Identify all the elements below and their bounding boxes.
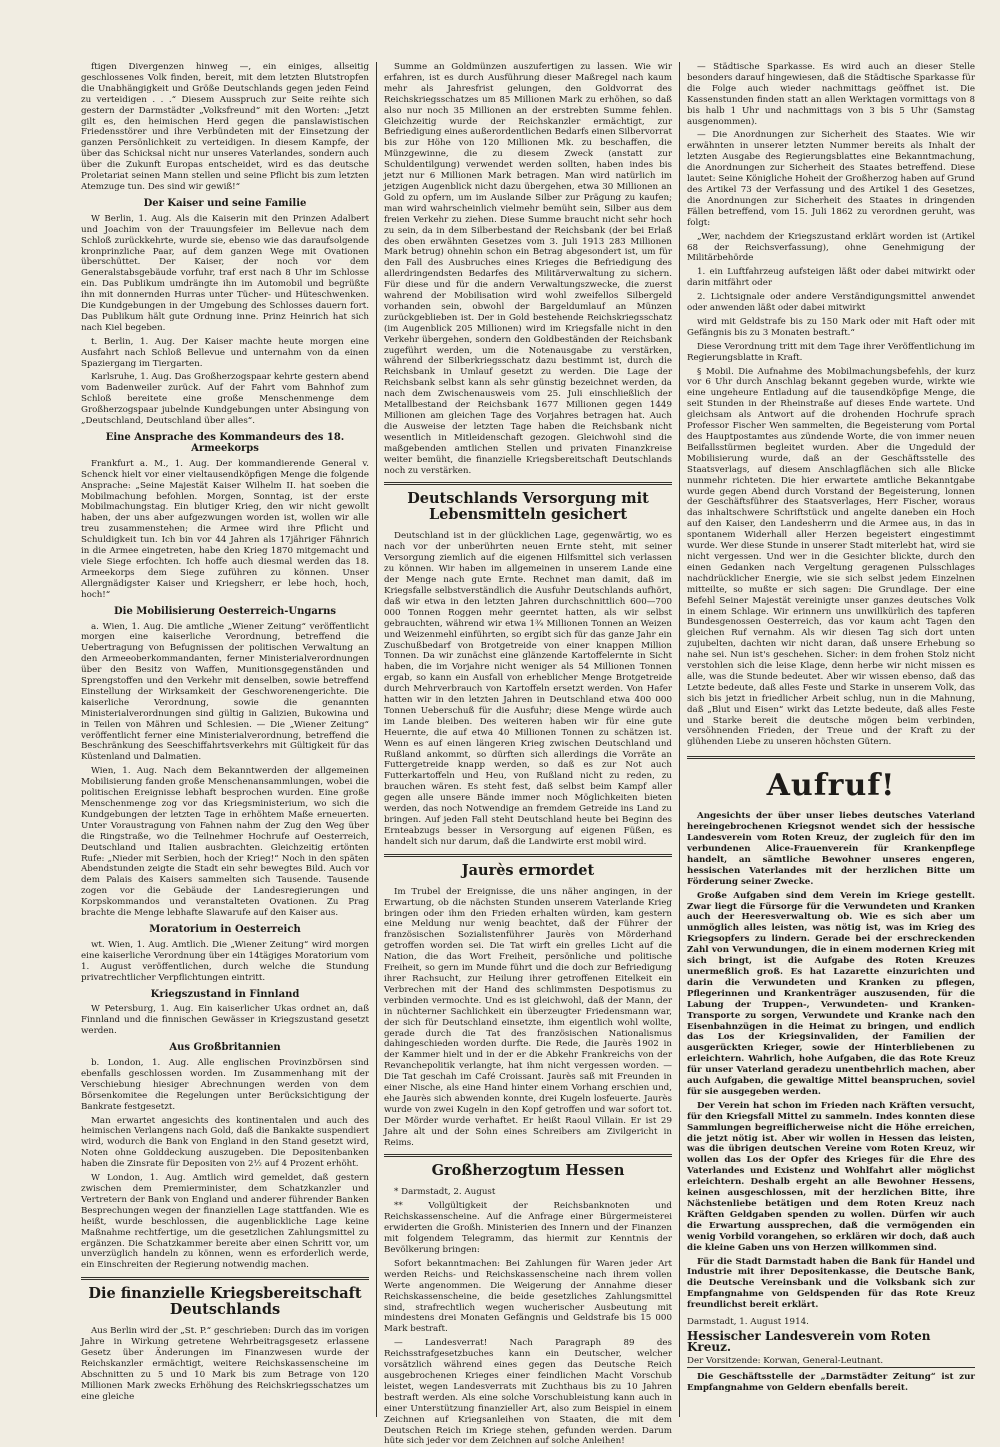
article-paragraph: 2. Lichtsignale oder andere Verständigungsmittel anwendet oder anwenden läßt oder dabei mitwirkt	[687, 292, 975, 314]
article-paragraph: 1. ein Luftfahrzeug aufsteigen läßt oder dabei mitwirkt oder darin mitfährt oder	[687, 267, 975, 289]
article-paragraph: W London, 1. Aug. Amtlich wird gemeldet, daß gestern zwischen dem Premierminister, dem Schatzkanzler und Vertretern der Bank von England und anderer führender Banken Besprechungen wegen der finanziellen Lage stattfanden. Wie es heißt, wurde beschlossen, die augenblickliche Lage keine Maßnahme rechtfertige, um die gesetzlichen Zahlungsmittel zu ergänzen. Die Schatzkammer bereite aber einen Schritt vor, um unverzüglich handeln zu können, wenn es erforderlich werde, ein Einschreiten der Regierung notwendig machen.	[81, 1173, 369, 1271]
article-paragraph: Deutschland ist in der glücklichen Lage, gegenwärtig, wo es nach vor der unberührten neuen Ernte steht, mit seiner Versorgung ziemlich auf die eigenen Hilfsmittel sich verlassen zu können. Wir haben im allgemeinen in unserem Lande eine der Menge nach gute Ernte. Rechnet man damit, daß im Kriegsfalle selbstverständlich die Ausfuhr Deutschlands aufhört, daß wir etwa in den letzten Jahren durchschnittlich 600—700 000 Tonnen Roggen mehr geerntet hatten, als wir selbst gebrauchten, während wir etwa 1¾ Millionen Tonnen an Weizen und Weizenmehl einführten, so ergibt sich für das ganze Jahr ein Zuschußbedarf von Brotgetreide von einer knappen Million Tonnen. Da wir zunächst eine glänzende Kartoffelernte in Sicht haben, die im Vorjahre nicht weniger als 54 Millionen Tonnen ergab, so kann ein Ausfall von erheblicher Menge Brotgetreide durch Mehrverbrauch von Kartoffeln ersetzt werden. Von Hafer hatten wir in den letzten Jahren in Deutschland etwa 400 000 Tonnen Ueberschuß für die Ausfuhr; diese Menge würde auch im Lande bleiben. Des weiteren haben wir für eine gute Heuernte, die auf etwa 40 Millionen Tonnen zu schätzen ist. Wenn es auf einen längeren Krieg zwischen Deutschland und Rußland ankommt, so dürften sich allerdings die Vorräte an Futtergetreide knapp werden, so daß es zur Not auch Futterkartoffeln und Heu, von Rußland nicht zu reden, zu brauchen wären. Es steht fest, daß selbst beim Kampf aller gegen alle unsere Bände immer noch Möglichkeiten bieten werden, das noch Notwendige an fremdem Getreide ins Land zu bringen. Auf jeden Fall steht Deutschland heute bei Beginn des Ernteabzugs besser in Versorgung auf eigenen Füßen, es handelt sich nur darum, daß die Landwirte erst mobil wird.	[384, 531, 672, 847]
section-headline: Jaurès ermordet	[384, 854, 672, 879]
column-middle	[376, 62, 679, 1447]
article-paragraph: — Die Anordnungen zur Sicherheit des Staates. Wie wir erwähnten in unserer letzten Nummer bereits als Inhalt der letzten Ausgabe des Regierungsblattes eine Bekanntmachung, die Anordnungen zur Sicherheit des Staates betreffend. Diese lautet: Seine Königliche Hoheit der Großherzog haben auf Grund des Artikel 73 der Verfassung und des Artikel 1 des Gesetzes, die Anordnungen zur Sicherheit des Staates in dringenden Fällen betreffend, vom 15. Juli 1862 zu verordnen geruht, was folgt:	[687, 130, 975, 228]
column-container	[74, 62, 982, 1447]
appeal-paragraph: Angesichts der über unser liebes deutsches Vaterland hereingebrochenen Kriegsnot wendet sich der hessische Landesverein vom Roten Kreuz, der zugleich für den im verbundenen Alice-Frauenverein für Krankenpflege handelt, an sämtliche Bewohner unseres engeren, hessischen Vaterlandes mit der herzlichen Bitte um Förderung seiner Zwecke.	[687, 811, 975, 887]
article-paragraph: W Petersburg, 1. Aug. Ein kaiserlicher Ukas ordnet an, daß Finnland und die finnischen Gewässer in Kriegszustand gesetzt werden.	[81, 1004, 369, 1037]
appeal-chairman: Der Vorsitzende: Korwan, General-Leutnant.	[687, 1355, 884, 1366]
article-paragraph: — Städtische Sparkasse. Es wird auch an dieser Stelle besonders darauf hingewiesen, daß die Städtische Sparkasse für die Folge auch wieder nachmittags geöffnet ist. Die Kassenstunden finden statt an allen Werktagen vormittags von 8 bis halb 1 Uhr und nachmittags von 3 bis 5 Uhr (Samstag ausgenommen).	[687, 62, 975, 127]
column-left	[74, 62, 376, 1417]
article-paragraph: ** Vollgültigkeit der Reichsbanknoten und Reichskassenscheine. Auf die Anfrage einer Bürgermeisterei erwiderten die Großh. Ministerien des Innern und der Finanzen mit folgendem Telegramm, das hiermit zur Kenntnis der Bevölkerung bringen:	[384, 1201, 672, 1255]
article-paragraph: t. Berlin, 1. Aug. Der Kaiser machte heute morgen eine Ausfahrt nach Schloß Bellevue und unternahm von da einen Spaziergang im Tiergarten.	[81, 336, 369, 369]
article-paragraph: Im Trubel der Ereignisse, die uns näher angingen, in der Erwartung, ob die nächsten Stunden unserem Vaterlande Krieg bringen oder ihm den Frieden erhalten würden, kam gestern eine Meldung nur wenig beachtet, daß der Führer der französischen Sozialistenführer Jaurès von Mörderhand getroffen worden sei. Die Tat wirft ein grelles Licht auf die Nation, die das Wort Freiheit, persönliche und politische Freiheit, so gern im Munde führt und die doch zur Befriedigung ihrer Rachsucht, zur Heilung ihrer getroffenen Eitelkeit ein Verbrechen mit der Hand des schlimmsten Despotismus zu verbinden vermochte. Und es ist gleichwohl, daß der Mann, der in nüchterner Sachlichkeit ein überzeugter Friedensmann war, der sich für Deutschland einsetzte, ihm eigentlich wohl wollte, gerade durch die Tat des französischen Nationalismus dahingeschieden worden durfte. Die Rede, die Jaurès 1902 in der Kammer hielt und in der er die Abkehr Frankreichs von der Revanchepolitik verlangte, hat ihm nicht vergessen worden. — Die Tat geschah im Café Croissant. Jaurès saß mit Freunden in einer Nische, als eine Hand hinter einem Vorhang erschien und, ehe Jaurès sich abwenden konnte, drei Kugeln losfeuerte. Jaurès wurde von zwei Kugeln in den Kopf getroffen und war sofort tot. Der Mörder wurde verhaftet. Er heißt Raoul Villain. Er ist 29 Jahre alt und der Sohn eines Schreibers am Zivilgericht in Reims.	[384, 886, 672, 1148]
appeal-paragraph: Große Aufgaben sind dem Verein im Kriege gestellt. Zwar liegt die Fürsorge für die Verwundeten und Kranken auch der Heeresverwaltung ob. Wie es sich aber um unmöglich alles leisten, was nötig ist, was im Krieg des Kriegsopfers zu lindern. Gerade bei der erschreckenden Zahl von Verwundungen, die in einem modernen Krieg mit sich bringt, ist die Aufgabe des Roten Kreuzes unermeßlich groß. Es hat Lazarette einzurichten und darin die Verwundeten und Kranken zu pflegen, Pflegerinnen und Krankenträger auszusenden, für die Labung der Truppen-, Verwundeten- und Kranken-Transporte zu sorgen, Verwundete und Kranke nach den Eisenbahnzügen in die Heimat zu bringen, und endlich das Los der Kriegsinvaliden, der Familien der ausgerückten Krieger, sowie der Hinterbliebenen zu erleichtern. Wahrlich, hohe Aufgaben, die das Rote Kreuz für unser Vaterland geradezu unentbehrlich machen, aber auch Aufgaben, die gewaltige Mittel beanspruchen, soviel für sie ausgegeben werden.	[687, 890, 975, 1097]
article-paragraph: Aus Berlin wird der „St. P.“ geschrieben: Durch das im vorigen Jahre in Wirkung getretene Wehrbeitragsgesetz erlassene Gesetz über Änderungen im Finanzwesen wurde der Reichskanzler ermächtigt, weitere Reichskassenscheine im Abschnitten zu 5 und 10 Mark bis zum Betrage von 120 Millionen Mark zwecks Erhöhung des Reichskriegsschatzes um eine gleiche	[81, 1326, 369, 1402]
section-heading: Die Mobilisierung Oesterreich-Ungarns	[113, 605, 337, 617]
appeal-paragraph: Für die Stadt Darmstadt haben die Bank für Handel und Industrie mit ihrer Depositenkasse, die Deutsche Bank, die Deutsche Vereinsbank und die Volksbank sich zur Empfangnahme von Geldspenden für das Rote Kreuz freundlichst bereit erklärt.	[687, 1256, 975, 1311]
article-paragraph: Wien, 1. Aug. Nach dem Bekanntwerden der allgemeinen Mobilisierung fanden große Menschenansammlungen, wobei die politischen Ereignisse lebhaft besprochen wurden. Eine große Menschenmenge zog vor das Kriegsministerium, wo sich die Kundgebungen der letzten Tage in erhöhtem Maße erneuerten. Unter Voraustragung von Fahnen nahm der Zug den Weg über die Ringstraße, wo die Teilnehmer Hochrufe auf Oesterreich, Deutschland und Italien ausbrachten. Gleichzeitig ertönten Rufe: „Nieder mit Serbien, hoch der Krieg!“ Noch in den späten Abendstunden zeigte die Stadt ein sehr bewegtes Bild. Auch vor dem Palais des Kaisers sammelten sich Tausende. Tausende zogen vor die Gebäude der Landesregierungen und Korpskommandos und veranstalteten Ovationen. Zu Prag brachte die Menge lebhafte Slawarufe auf den Kaiser aus.	[81, 766, 369, 919]
section-headline: Deutschlands Versorgung mit Lebensmitteln gesichert	[384, 482, 672, 523]
article-paragraph: „Wer, nachdem der Kriegszustand erklärt worden ist (Artikel 68 der Reichsverfassung), ohne Genehmigung der Militärbehörde	[687, 231, 975, 264]
section-heading: Eine Ansprache des Kommandeurs des 18. Armeekorps	[105, 432, 345, 454]
section-heading: Der Kaiser und seine Familie	[143, 197, 307, 209]
article-paragraph: Sofort bekanntmachen: Bei Zahlungen für Waren jeder Art werden Reichs- und Reichskassenscheine nach ihrem vollen Werte angenommen. Die Weigerung der Annahme dieser Reichskassenscheine, die beide gesetzliches Zahlungsmittel sind, strafrechtlich wegen wucherischer Ausbeutung mit mindestens drei Monaten Gefängnis und Geldstrafe bis 15 000 Mark bestraft.	[384, 1258, 672, 1335]
office-notice: Die Geschäftsstelle der „Darmstädter Zeitung“ ist zur Empfangnahme von Geldern ebenfalls bereit.	[687, 1367, 975, 1394]
article-paragraph: * Darmstadt, 2. August	[394, 1187, 496, 1198]
article-paragraph: Summe an Goldmünzen auszufertigen zu lassen. Wie wir erfahren, ist es durch Ausführung dieser Maßregel nach kaum mehr als Jahresfrist gelungen, den Goldvorrat des Reichskriegsschatzes um 85 Millionen Mark zu erhöhen, so daß also nur noch 35 Millionen an der erstrebten Summe fehlen. Gleichzeitig wurde der Reichskanzler ermächtigt, zur Befriedigung eines außerordentlichen Bedarfs einen Silbervorrat bis zur Höhe von 120 Millionen Mk. zu beschaffen, die Münzgewinne, die zu diesem Zweck (anstatt zur Schuldentilgung) verwendet werden sollten, haben indes bis jetzt nur 6 Millionen Mark betragen. Man wird natürlich im jetzigen Augenblick nicht dazu übergehen, etwa 30 Millionen an Gold zu opfern, um im Auslande Silber zur Prägung zu kaufen; man wird wahrscheinlich vielmehr bemüht sein, Silber aus dem freien Verkehr zu ziehen. Diese Summe braucht nicht sehr hoch zu sein, da in dem Silberbestand der Reichsbank (der bei Erlaß des oben erwähnten Gesetzes vom 3. Juli 1913 283 Millionen Mark betrug) ohnehin schon ein Betrag abgesondert ist, um für den Fall des Ausbruches eines Krieges die Befriedigung des allerdringendsten Bedarfes des Militärverwaltung zu sichern. Für diese und für die andern Verwaltungszwecke, die zuerst wahrend der Mobilisation wird wohl zweifellos Silbergeld vorhanden sein, obwohl der Bargeldumlauf an Münzen zurückgeblieben ist. Der in Gold bestehende Reichskriegsschatz (im Augenblick 205 Millionen) wird im Kriegsfalle nicht in den Verkehr übergehen, sondern den Goldbeständen der Reichsbank zugeführt werden, um die Notenausgabe zu verstärken, während der Silberkriegsschatz dazu bestimmt ist, durch die Reichsbank in Umlauf gesetzt zu werden. Die Lage der Reichsbank selbst kann als sehr günstig bezeichnet werden, da nach dem Zwischenausweis vom 25. Juli einschließlich der Metallbestand der Reichsbank 1677 Millionen gegen 1449 Millionen am gleichen Tage des Vorjahres betragen hat. Auch die Ausweise der letzten Tage haben die Reichsbank nicht wesentlich in Mitleidenschaft gezogen. Gleichwohl sind die maßgebenden amtlichen Stellen und privaten Finanzkreise weiter bemüht, die finanzielle Kriegsbereitschaft Deutschlands noch zu verstärken.	[384, 62, 673, 476]
article-paragraph: wird mit Geldstrafe bis zu 150 Mark oder mit Haft oder mit Gefängnis bis zu 3 Monaten bestraft.“	[687, 316, 975, 338]
appeal-title: Aufruf!	[766, 768, 896, 804]
appeal-place-date: Darmstadt, 1. August 1914.	[687, 1317, 809, 1328]
section-heading: Kriegszustand in Finnland	[150, 988, 300, 1000]
article-paragraph: b. London, 1. Aug. Alle englischen Provinzbörsen sind ebenfalls geschlossen worden. Im Zusammenhang mit der Verschiebung hiesiger Abrechnungen werden von dem Börsenkomitee die Regelungen unter Berücksichtigung der Bankrate festgesetzt.	[81, 1058, 369, 1112]
article-paragraph: Man erwartet angesichts des kontinentalen und auch des heimischen Verlangens nach Gold, daß die Bankakte suspendiert wird, wodurch die Bank von England in den Stand gesetzt wird, Noten ohne Golddeckung auszugeben. Die Depositenbanken haben die Zinsrate für Depositen von 2½ auf 4 Prozent erhöht.	[81, 1115, 369, 1170]
article-paragraph: Karlsruhe, 1. Aug. Das Großherzogspaar kehrte gestern abend vom Badenweiler zurück. Auf der Fahrt vom Bahnhof zum Schloß bereitete eine große Menschenmenge dem Großherzogspaar jubelnde Kundgebungen unter Absingung von „Deutschland, Deutschland über alles“.	[81, 372, 369, 427]
column-right	[679, 62, 982, 1417]
appeal-paragraph: Der Verein hat schon im Frieden nach Kräften versucht, für den Kriegsfall Mittel zu sammeln. Indes konnten diese Sammlungen begreiflicherweise nicht die Höhe erreichen, die jetzt nötig ist. Aber wir wollen in Hessen das leisten, was die übrigen deutschen Vereine vom Roten Kreuz, wir wollen das Los der Opfer des Krieges für die Ehre des Vaterlandes und Existenz und Wohlfahrt aller möglichst erleichtern. Deshalb ergeht an alle Bewohner Hessens, keinen ausgeschlossen, mit der herzlichen Bitte, ihre Nächstenliebe betätigen und dem Roten Kreuz nach Kräften Geldgaben spenden zu wollen. Dürfen wir auch die Erwartung aussprechen, daß die vermögenden ein wenig Vorbild vorangehen, so erklären wir doch, daß auch die kleine Gaben uns von Herzen willkommen sind.	[687, 1100, 975, 1253]
appeal-signatory: Hessischer Landesverein vom Roten Kreuz.	[687, 1328, 931, 1354]
section-headline: Großherzogtum Hessen	[384, 1154, 672, 1179]
article-paragraph: W Berlin, 1. Aug. Als die Kaiserin mit den Prinzen Adalbert und Joachim von der Trauungsfeier im Bellevue nach dem Schloß zurückkehrte, wurde sie, ebenso wie das daraufsolgende kronprinzliche Paar, auf dem ganzen Wege mit Ovationen überschüttet. Der Kaiser, der noch vor dem Generalstabsgebäude vorfuhr, traf erst nach 8 Uhr im Schlosse ein. Das Publikum umdrängte ihn im Automobil und begrüßte ihn mit donnernden Hurras unter Tücher- und Hüteschwenken. Die Kundgebungen in der Umgebung des Schlosses dauern fort. Das Publikum hält gute Ordnung inne. Prinz Heinrich hat sich nach Kiel begeben.	[81, 213, 369, 333]
section-heading: Moratorium in Oesterreich	[149, 923, 301, 935]
section-heading: Aus Großbritannien	[169, 1042, 281, 1054]
article-paragraph: ftigen Divergenzen hinweg —, ein einiges, allseitig geschlossenes Volk finden, bereit, mit dem letzten Blutstropfen die Unabhängigkeit und Größe Deutschlands gegen jeden Feind zu verteidigen . . .“ Diesem Ausspruch zur Seite reihte sich gestern der Darmstädter „Volksfreund“ mit den Worten: „Jetzt gilt es, den heimischen Herd gegen die panslawistischen Friedensstörer und ihre Verbündeten mit der Einsetzung der ganzen Persönlichkeit zu verteidigen. In diesem Kampfe, der über das Schicksal nicht nur unseres Vaterlandes, sondern auch über die Zukunft Europas entscheidet, wird es das deutsche Proletariat seinen Mann stellen und seine Pflicht bis zum letzten Atemzuge tun. Des sind wir gewiß!“	[81, 62, 369, 192]
article-paragraph: a. Wien, 1. Aug. Die amtliche „Wiener Zeitung“ veröffentlicht morgen eine kaiserliche Verordnung, betreffend die Uebertragung von Befugnissen der politischen Verwaltung an den Armeeoberkommandanten, ferner Ministerialverordnungen über den Besitz von Waffen, Munitionsgegenständen und Sprengstoffen und den Verkehr mit denselben, sowie betreffend Einstellung der Wirksamkeit der Geschworenengerichte. Die kaiserliche Verordnung, sowie die genannten Ministerialverordnungen sind gültig in Galizien, Bukowina und in Teilen von Mähren und Schlesien. — Die „Wiener Zeitung“ veröffentlicht ferner eine Ministerialverordnung, betreffend die Beschränkung des Seeschiffahrtsverkehrs mit Gültigkeit für das Küstenland und Dalmatien.	[81, 621, 369, 763]
article-paragraph: Diese Verordnung tritt mit dem Tage ihrer Veröffentlichung im Regierungsblatte in Kraft.	[687, 341, 975, 363]
section-headline: Die finanzielle Kriegsbereitschaft Deutschlands	[81, 1277, 369, 1318]
article-paragraph: wt. Wien, 1. Aug. Amtlich. Die „Wiener Zeitung“ wird morgen eine kaiserliche Verordnung über ein 14tägiges Moratorium vom 1. August veröffentlichen, durch welche die Stundung privatrechtlicher Verpflichtungen eintritt.	[81, 939, 369, 983]
appeal-box	[687, 756, 975, 1393]
article-paragraph: § Mobil. Die Aufnahme des Mobilmachungsbefehls, der kurz vor 6 Uhr durch Anschlag bekannt gegeben wurde, wirkte wie eine ungeheure Entladung auf die tausendköpfige Menge, die seit Stunden in der Rheinstraße auf dieses Ende wartete. Und gleichsam als Antwort auf die drohenden Hochrufe sprach Professor Fischer Wen sammelten, die Begeisterung vom Portal des Hauptpostamtes aus zündende Worte, die von immer neuen Beifallsstürmen begleitet wurden. Aber die Ungeduld der Mobilisierung wurde, daß an der Geschäftsstelle des Staatsverlags, auf diesem Anschlagflächen sich alle Blicke nunmehr richteten. Die hier erwartete amtliche Bekanntgabe wurde gegen Abend durch Vorstand der Begeisterung, lonnen der Geschäftsführer des Staatsverlages, Herr Fischer, woraus das inhaltschwere Schriftstück und angelte daneben ein Hoch auf den Kaiser, den Landesherrn und die Armee aus, in das in spontanem Widerhall aller Herzen begeistert eingestimmt wurde. Wer diese Stunde in unserer Stadt miterlebt hat, wird sie nicht vergessen. Und wer in die Gesichter blickte, durch den einen Gedanken nach Vergeltung geragenen Pulsschlages nachdrücklicher Energie, wie sie sich selbst jedem Einzelnen mitteilte, so mußte er sich sagen: Die Grundlage. Der eine Befehl Seiner Majestät vereinigte unser ganzes deutsches Volk in einem Schlage. Wir erinnern uns unwillkürlich des tapferen Bundesgenossen Oesterreich, das vor kaum acht Tagen den gleichen Ruf vernahm. Als wir diesen Tag sich dort unten zujubelten, dachten wir nicht daran, daß unsere Erhebung so nahe sei. Nun ist's geschehen. Sicher: in dem frohen Stolz nicht verstohlen sich die leise Klage, denn herbe wir nicht missen es alle, was die Stunde bedeutet. Aber wir wissen ebenso, daß das Letzte bedeute, daß alles Feste und Starke in unserem Volk, das sich bis jetzt in friedlicher Arbeit schlug, nun in die Mahnung, daß „Blut und Eisen“ wirkt das Letzte bedeute, daß alles Feste und Starke bereit die deutsche mögen beim verbinden, versöhnenden Frieden, der Treue und der Kraft zu der glühenden Liebe zu unseren höchsten Gütern.	[687, 366, 975, 748]
article-paragraph: Frankfurt a. M., 1. Aug. Der kommandierende General v. Schenck hielt vor einer vieltausendköpfigen Menge die folgende Ansprache: „Seine Majestät Kaiser Wilhelm II. hat soeben die Mobilmachung befohlen. Morgen, Sonntag, ist der erste Mobilmachungstag. Ein blutiger Krieg, den wir nicht gewollt haben, der uns aber aufgezwungen worden ist, wollen wir alle treu zusammenstehen; die Armee wird ihre Pflicht und Schuldigkeit tun. Ich bin vor 44 Jahren als 17jähriger Fähnrich in die Armee eingetreten, habe den Krieg 1870 mitgemacht und viele Siege erfochten. Ich hoffe auch diesmal werden das 18. Armeekorps dem Siege zuführen zu können. Unser Allergnädigster Kaiser und Kriegsherr, er lebe hoch, hoch, hoch!“	[81, 458, 369, 600]
article-paragraph: — Landesverrat! Nach Paragraph 89 des Reichsstrafgesetzbuches kann ein Deutscher, welcher vorsätzlich während eines gegen das Deutsche Reich ausgebrochenen Krieges einer feindlichen Macht Vorschub leistet, wegen Landesverrats mit Zuchthaus bis zu 10 Jahren bestraft werden. Als eine solche Vorschubleistung kann auch in einer Unterstützung finanzieller Art, also zum Beispiel in einem Zeichnen auf Kriegsanleihen von Staaten, die mit dem Deutschen Reich im Kriege stehen, gefunden werden. Darum hüte sich jeder vor dem Zeichnen auf solche Anleihen!	[384, 1338, 672, 1447]
